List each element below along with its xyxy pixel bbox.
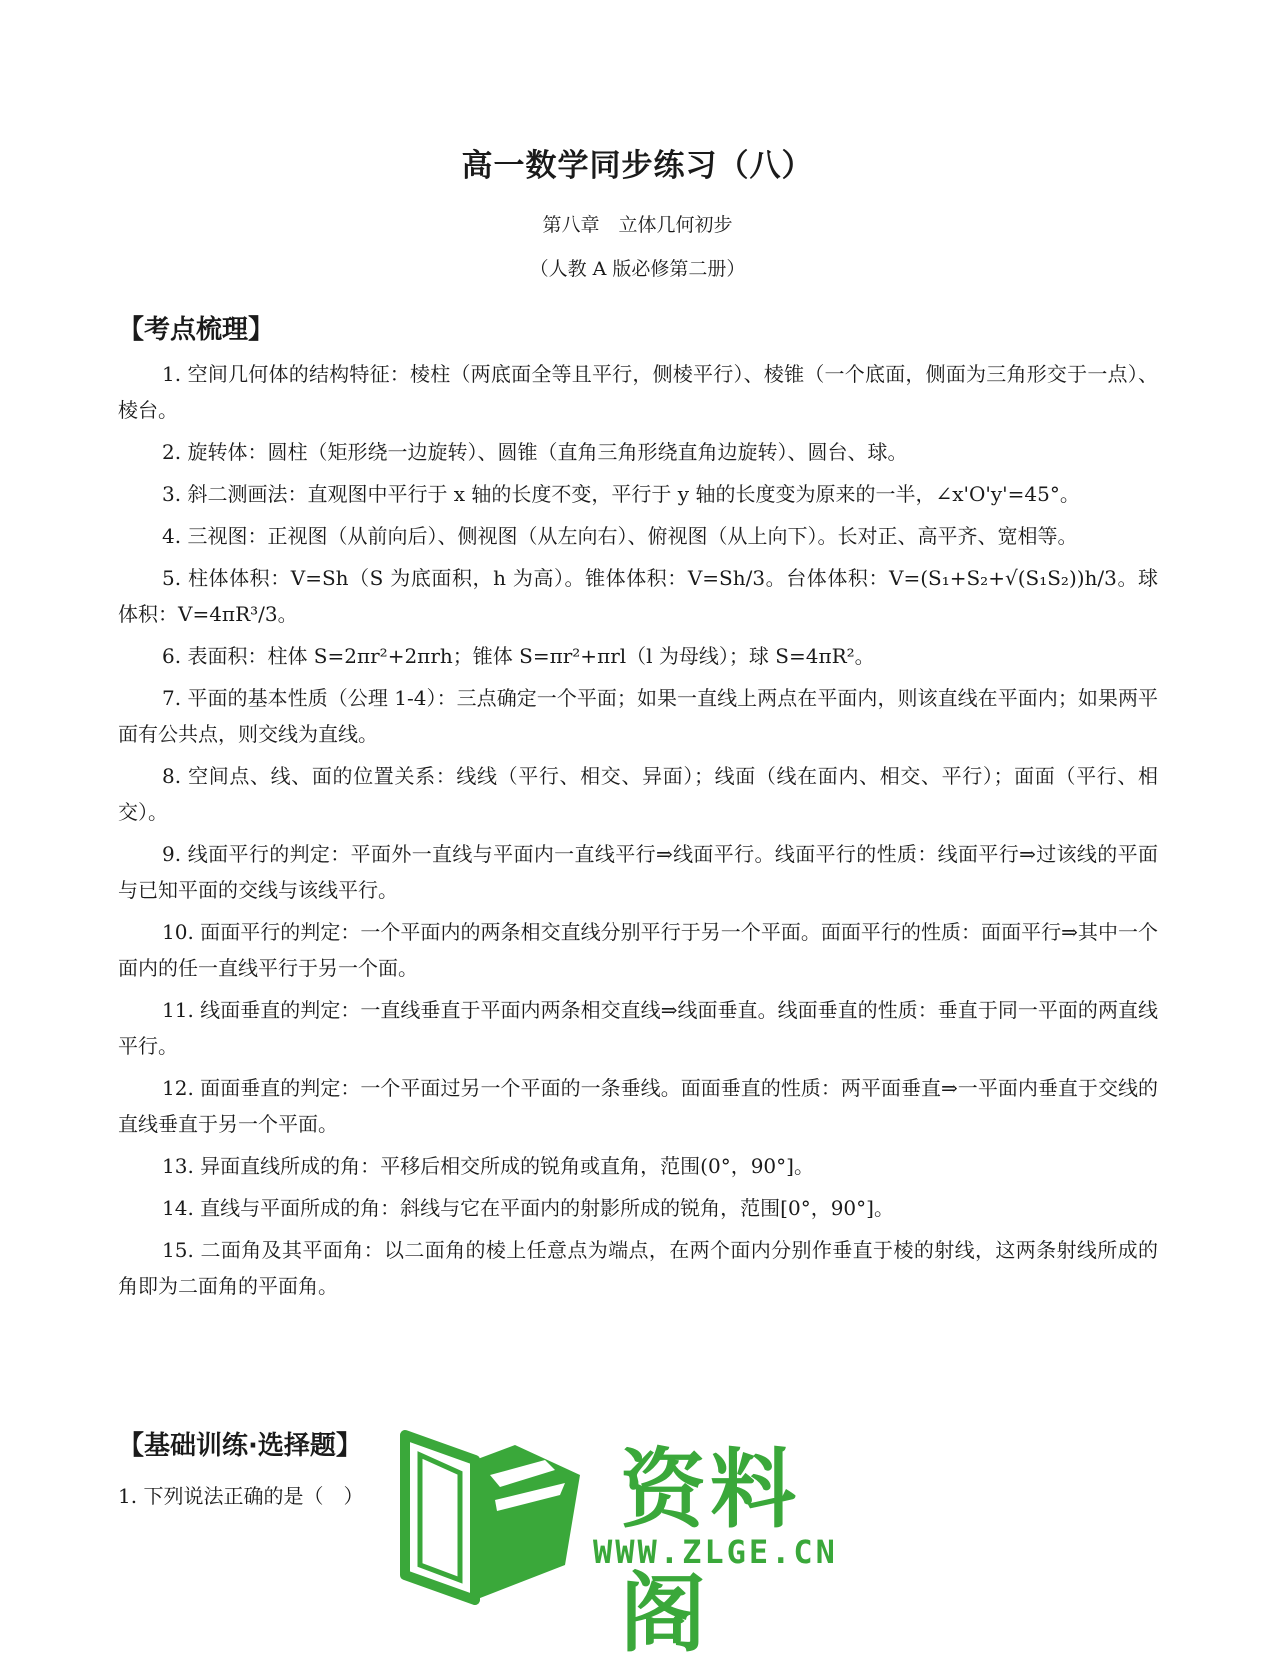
key-point: 4. 三视图：正视图（从前向后）、侧视图（从左向右）、俯视图（从上向下）。长对正、高平齐、宽相等。 — [162, 524, 1078, 548]
key-point: 13. 异面直线所成的角：平移后相交所成的锐角或直角，范围(0°，90°]。 — [162, 1154, 814, 1178]
watermark-url: WWW.ZLGE.CN — [593, 1533, 838, 1571]
key-point: 14. 直线与平面所成的角：斜线与它在平面内的射影所成的锐角，范围[0°，90°]。 — [162, 1196, 894, 1220]
key-point: 11. 线面垂直的判定：一直线垂直于平面内两条相交直线⇒线面垂直。线面垂直的性质：垂直于同一平面的两直线平行。 — [118, 998, 1158, 1058]
edition-note: （人教 A 版必修第二册） — [529, 258, 746, 280]
key-point: 1. 空间几何体的结构特征：棱柱（两底面全等且平行，侧棱平行）、棱锥（一个底面，侧面为三角形交于一点）、棱台。 — [118, 362, 1158, 422]
chapter-subtitle: 第八章 立体几何初步 — [542, 214, 733, 236]
key-point: 9. 线面平行的判定：平面外一直线与平面内一直线平行⇒线面平行。线面平行的性质：线面平行⇒过该线的平面与已知平面的交线与该线平行。 — [118, 842, 1158, 902]
watermark-logo — [395, 1415, 865, 1664]
key-point: 12. 面面垂直的判定：一个平面过另一个平面的一条垂线。面面垂直的性质：两平面垂直⇒一平面内垂直于交线的直线垂直于另一个平面。 — [118, 1076, 1158, 1136]
section-heading-key-points: 【考点梳理】 — [118, 315, 275, 345]
question-1: 1. 下列说法正确的是（ ） — [118, 1484, 364, 1508]
section-heading-basic-training: 【基础训练·选择题】 — [118, 1431, 362, 1461]
key-point: 5. 柱体体积：V=Sh（S 为底面积，h 为高）。锥体体积：V=Sh/3。台体体积：V=(S₁+S₂+√(S₁S₂))h/3。球体积：V=4πR³/3。 — [118, 566, 1158, 626]
key-point: 7. 平面的基本性质（公理 1-4）：三点确定一个平面；如果一直线上两点在平面内，则该直线在平面内；如果两平面有公共点，则交线为直线。 — [118, 686, 1158, 746]
key-point: 8. 空间点、线、面的位置关系：线线（平行、相交、异面）；线面（线在面内、相交、平行）；面面（平行、相交）。 — [118, 764, 1158, 824]
watermark-brand: 资料阁 — [620, 1440, 800, 1664]
key-point: 2. 旋转体：圆柱（矩形绕一边旋转）、圆锥（直角三角形绕直角边旋转）、圆台、球。 — [162, 440, 908, 464]
key-point: 6. 表面积：柱体 S=2πr²+2πrh；锥体 S=πr²+πrl（l 为母线）；球 S=4πR²。 — [162, 644, 875, 668]
key-point: 10. 面面平行的判定：一个平面内的两条相交直线分别平行于另一个平面。面面平行的性质：面面平行⇒其中一个面内的任一直线平行于另一个面。 — [118, 920, 1158, 980]
key-point: 3. 斜二测画法：直观图中平行于 x 轴的长度不变，平行于 y 轴的长度变为原来的一半，∠x'O'y'=45°。 — [162, 482, 1080, 506]
key-point: 15. 二面角及其平面角：以二面角的棱上任意点为端点，在两个面内分别作垂直于棱的射线，这两条射线所成的角即为二面角的平面角。 — [118, 1238, 1158, 1298]
page-title: 高一数学同步练习（八） — [461, 148, 814, 184]
key-points-list — [118, 356, 1158, 1310]
book-icon — [395, 1415, 595, 1605]
